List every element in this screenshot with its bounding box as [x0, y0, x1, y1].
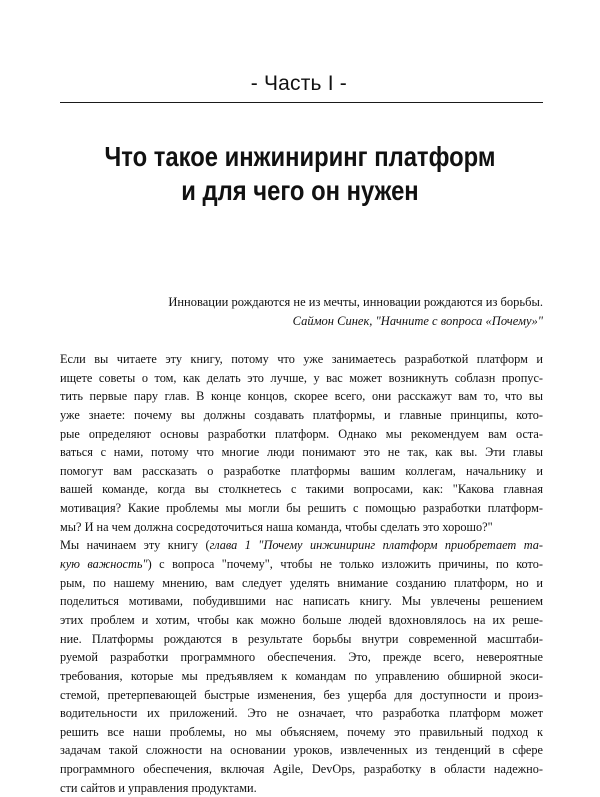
paragraph-line: требования, которые мы предъявляем к командам по управлению обширной экоси-	[60, 668, 543, 683]
paragraph-line	[60, 536, 543, 555]
paragraph-line	[60, 555, 543, 574]
paragraph-line: мы? И на чем должна сосредоточиться наша команда, чтобы сделать это хорошо?"	[60, 519, 493, 534]
paragraph-line: этих проблем и хотим, чтобы как можно больше людей вдохновлялось на их реше-	[60, 612, 543, 627]
paragraph-2	[60, 536, 543, 797]
epigraph	[60, 293, 543, 331]
paragraph-line: мотивация? Какие проблемы мы могли бы решить с помощью разработки платформ-	[60, 501, 543, 516]
paragraph-line: тить первые пару глав. В конце концов, скорее всего, они расскажут вам то, что вы	[60, 389, 543, 404]
chapter-reference: глава 1 "Почему инжиниринг платформ приобретает та-	[209, 538, 543, 553]
paragraph-line: решить все наши проблемы, но мы объясняем, почему это правильный подход к	[60, 724, 543, 739]
paragraph-line: рые определяют основы разработки платформ. Однако мы рекомендуем вам оста-	[60, 426, 543, 441]
epigraph-author: Саймон Синек, "Начните с вопроса «Почему»"	[292, 314, 543, 328]
text-run: Мы начинаем эту книгу (	[60, 538, 210, 553]
paragraph-line: поделиться мотивами, побудившими нас написать книгу. Мы увлечены решением	[60, 594, 543, 609]
paragraph-1	[60, 350, 543, 536]
chapter-title-line-1: Что такое инжиниринг платформ	[104, 141, 496, 172]
paragraph-line: водительности их приложений. Это не означает, что разработка платформ может	[60, 706, 543, 721]
chapter-title-line-2: и для чего он нужен	[181, 175, 419, 206]
body-text	[60, 350, 543, 797]
paragraph-line: уже знаете: почему вы должны создавать платформы, и главные принципы, кото-	[60, 407, 543, 422]
chapter-title	[105, 140, 496, 208]
paragraph-line: ваться с нами, потому что многие люди понимают это не так, как вы. Эти главы	[60, 445, 543, 460]
paragraph-line: программного обеспечения, включая Agile, DevOps, разработку в области надежно-	[60, 762, 543, 777]
chapter-reference: кую важность"	[60, 557, 148, 572]
paragraph-line: вашей команде, когда вы столкнетесь с такими вопросами, как: "Какова главная	[60, 482, 543, 497]
paragraph-line: Если вы читаете эту книгу, потому что уже занимаетесь разработкой платформ и	[60, 352, 543, 366]
paragraph-line: ние. Платформы рождаются в результате борьбы внутри современной масштаби-	[60, 631, 543, 646]
paragraph-line: ищете советы о том, как делать это лучше, у вас может возникнуть соблазн пропус-	[60, 370, 543, 385]
text-run: ) с вопроса "почему", чтобы не только изложить причины, по кото-	[147, 557, 543, 572]
paragraph-line: рым, по нашему мнению, вам следует уделять внимание созданию платформ, но и	[60, 575, 543, 590]
paragraph-line: руемой разработки программного обеспечения. Это, прежде всего, невероятные	[60, 650, 543, 665]
paragraph-line: стемой, претерпевающей быстрые изменения, без ущерба для доступности и произ-	[60, 687, 543, 702]
paragraph-line: задачам такой сложности на основании уроков, извлеченных из тенденций в сфере	[60, 743, 543, 758]
part-label: - Часть I -	[250, 72, 347, 95]
part-header	[60, 72, 543, 103]
paragraph-line: помогут вам рассказать о разработке платформы вашим коллегам, начальнику и	[60, 463, 543, 478]
paragraph-line: сти сайтов и управления продуктами.	[60, 780, 257, 795]
epigraph-quote: Инновации рождаются не из мечты, инновации рождаются из борьбы.	[168, 295, 543, 309]
